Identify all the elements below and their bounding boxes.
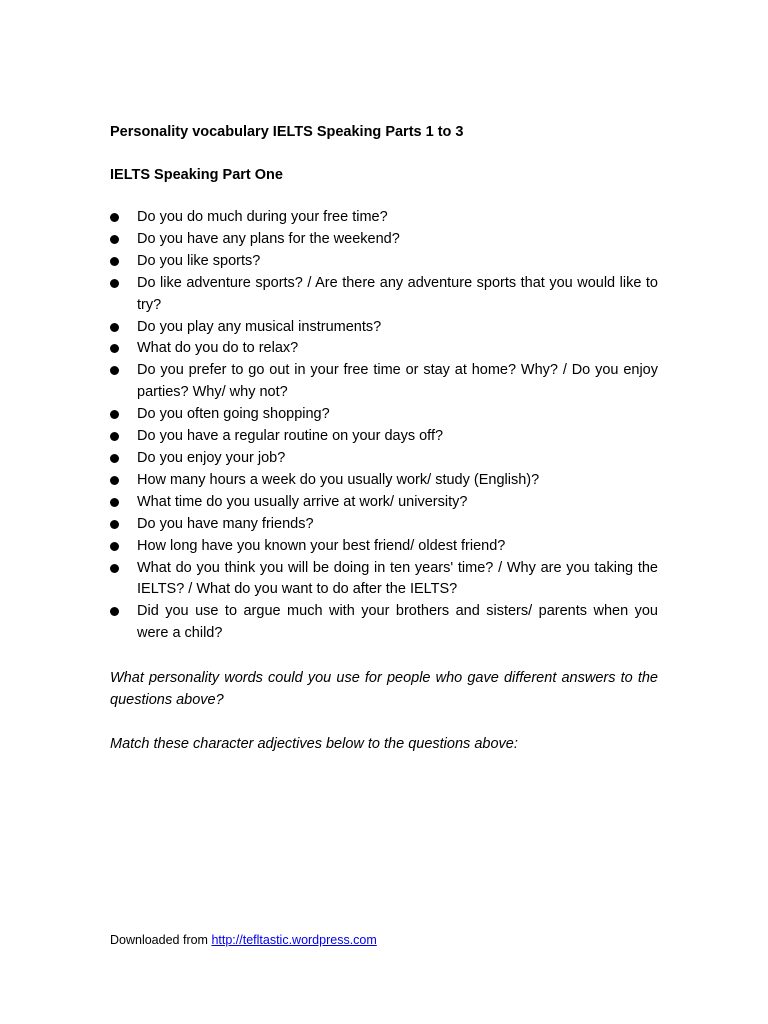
bullet-icon bbox=[110, 410, 119, 419]
list-item bbox=[110, 426, 658, 448]
prompt-paragraph-1: What personality words could you use for people who gave different answers to the questions above? bbox=[110, 670, 658, 708]
list-item bbox=[110, 360, 658, 404]
question-text: Do you prefer to go out in your free time or stay at home? Why? / Do you enjoy parties? Why/ why not? bbox=[137, 362, 658, 401]
prompt-paragraph-2: Match these character adjectives below to the questions above: bbox=[110, 736, 518, 752]
bullet-icon bbox=[110, 542, 119, 551]
question-list bbox=[110, 207, 658, 645]
bullet-icon bbox=[110, 454, 119, 463]
bullet-icon bbox=[110, 344, 119, 353]
question-text: Did you use to argue much with your brothers and sisters/ parents when you were a child? bbox=[137, 603, 658, 642]
list-item bbox=[110, 207, 658, 229]
bullet-icon bbox=[110, 213, 119, 222]
question-text: How long have you known your best friend/ oldest friend? bbox=[137, 537, 506, 554]
question-text: Do you have any plans for the weekend? bbox=[137, 230, 400, 247]
question-text: What do you think you will be doing in ten years' time? / Why are you taking the IELTS? / What do you want to do after the IELTS? bbox=[137, 559, 658, 598]
list-item bbox=[110, 601, 658, 645]
bullet-icon bbox=[110, 498, 119, 507]
list-item bbox=[110, 338, 658, 360]
bullet-icon bbox=[110, 366, 119, 375]
section-heading: IELTS Speaking Part One bbox=[110, 167, 283, 183]
list-item bbox=[110, 251, 658, 273]
question-text: What do you do to relax? bbox=[137, 340, 299, 357]
list-item bbox=[110, 404, 658, 426]
list-item bbox=[110, 536, 658, 558]
document-title: Personality vocabulary IELTS Speaking Parts 1 to 3 bbox=[110, 124, 464, 140]
question-text: Do you do much during your free time? bbox=[137, 209, 388, 225]
bullet-icon bbox=[110, 235, 119, 244]
list-item bbox=[110, 448, 658, 470]
question-text: Do like adventure sports? / Are there any adventure sports that you would like to try? bbox=[137, 274, 658, 313]
question-text: Do you have many friends? bbox=[137, 515, 314, 532]
question-text: Do you have a regular routine on your days off? bbox=[137, 428, 444, 445]
list-item bbox=[110, 229, 658, 251]
bullet-icon bbox=[110, 607, 119, 616]
bullet-icon bbox=[110, 257, 119, 266]
question-text: Do you play any musical instruments? bbox=[137, 318, 382, 335]
list-item bbox=[110, 492, 658, 514]
list-item bbox=[110, 558, 658, 602]
question-text: Do you often going shopping? bbox=[137, 406, 330, 423]
question-text: Do you like sports? bbox=[137, 252, 261, 269]
list-item bbox=[110, 317, 658, 339]
bullet-icon bbox=[110, 520, 119, 529]
footer-prefix: Downloaded from bbox=[110, 933, 208, 947]
list-item bbox=[110, 470, 658, 492]
bullet-icon bbox=[110, 564, 119, 573]
list-item bbox=[110, 273, 658, 317]
bullet-icon bbox=[110, 476, 119, 485]
question-text: How many hours a week do you usually work/ study (English)? bbox=[137, 471, 540, 488]
bullet-icon bbox=[110, 279, 119, 288]
list-item bbox=[110, 514, 658, 536]
bullet-icon bbox=[110, 432, 119, 441]
source-link[interactable]: http://tefltastic.wordpress.com bbox=[211, 933, 377, 947]
question-text: Do you enjoy your job? bbox=[137, 449, 286, 466]
question-text: What time do you usually arrive at work/ university? bbox=[137, 493, 468, 510]
footer bbox=[110, 932, 377, 948]
bullet-icon bbox=[110, 323, 119, 332]
